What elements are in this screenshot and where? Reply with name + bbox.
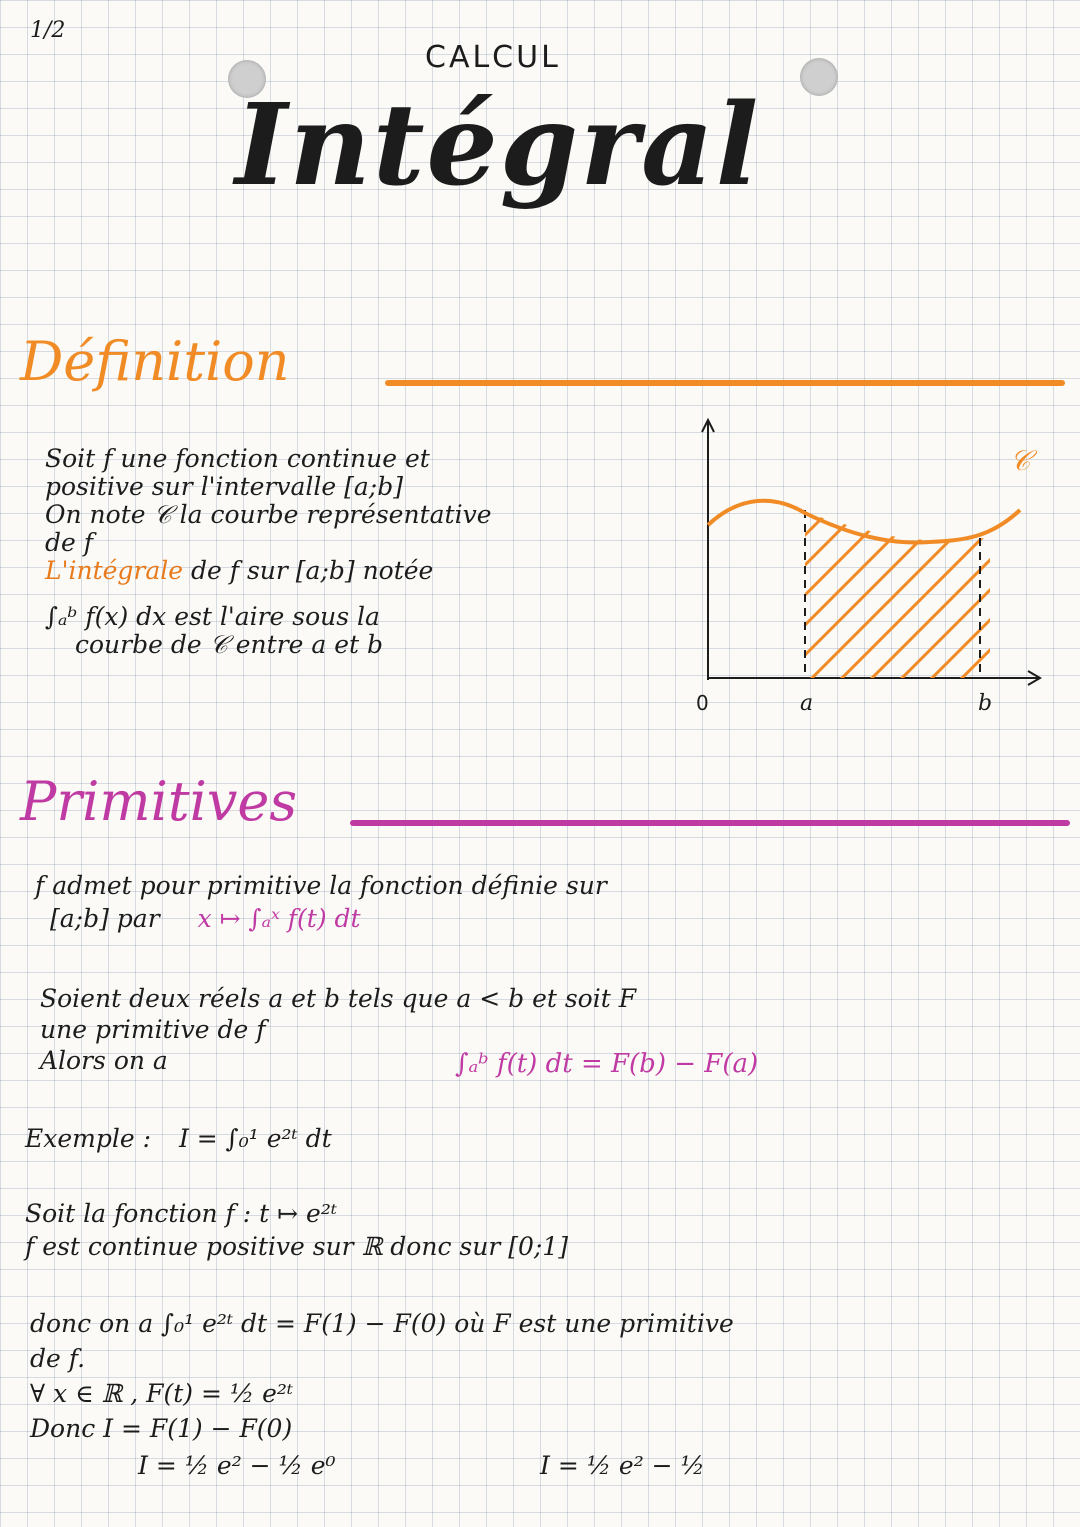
primitive-line-2-label: [a;b] par	[50, 904, 160, 933]
a-label: a	[800, 691, 814, 716]
primitive-definition-expr: x ↦ ∫ₐˣ f(t) dt	[197, 904, 361, 933]
fundamental-formula: ∫ₐᵇ f(t) dt = F(b) − F(a)	[455, 1049, 759, 1079]
area-hatching	[790, 480, 1010, 680]
example-step-3: donc on a ∫₀¹ e²ᵗ dt = F(1) − F(0) où F est une primitive	[30, 1309, 734, 1338]
definition-text	[45, 445, 491, 659]
definition-line-4: de f	[45, 528, 93, 557]
definition-line-1: Soit f une fonction continue et	[45, 444, 430, 473]
page-number: 1/2	[30, 18, 66, 43]
integral-intro-rest: de f sur [a;b] notée	[183, 556, 434, 585]
integral-line	[45, 603, 491, 631]
integral-description: est l'aire sous la	[166, 602, 380, 631]
integral-word: L'intégrale	[45, 556, 184, 585]
integral-intro	[45, 557, 491, 585]
example-step-2: f est continue positive sur ℝ donc sur [0;1]	[25, 1232, 568, 1261]
origin-label: 0	[696, 691, 709, 715]
example-label: Exemple :	[25, 1124, 152, 1153]
primitive-line-2	[50, 905, 361, 933]
integral-line-2: courbe de 𝒞 entre a et b	[75, 630, 384, 659]
example-line	[25, 1125, 332, 1153]
primitives-underline	[350, 820, 1070, 826]
primitive-line-1: f admet pour primitive la fonction définie sur	[35, 871, 607, 900]
example-step-6: Donc I = F(1) − F(0)	[30, 1414, 293, 1443]
definition-heading: Définition	[20, 330, 290, 393]
b-label: b	[978, 691, 993, 716]
primitive-line-4: une primitive de f	[40, 1015, 266, 1044]
example-result: I = ½ e² − ½	[540, 1451, 705, 1480]
page-title: Intégral	[235, 80, 761, 211]
integral-expression: ∫ₐᵇ f(x) dx	[45, 602, 167, 631]
integral-area-graph	[690, 410, 1060, 730]
subject-label: CALCUL	[425, 40, 561, 75]
example-step-5: ∀ x ∈ ℝ , F(t) = ½ e²ᵗ	[30, 1379, 294, 1408]
primitive-line-5: Alors on a	[40, 1046, 168, 1075]
curve-cf	[708, 501, 1020, 543]
primitives-heading: Primitives	[20, 770, 298, 833]
primitive-line-3: Soient deux réels a et b tels que a < b et soit F	[40, 984, 637, 1013]
example-step-4: de f.	[30, 1344, 86, 1373]
example-step-1: Soit la fonction f : t ↦ e²ᵗ	[25, 1199, 337, 1228]
curve-label: 𝒞	[1010, 444, 1031, 477]
example-expression: I = ∫₀¹ e²ᵗ dt	[178, 1124, 332, 1153]
definition-underline	[385, 380, 1065, 386]
binder-hole-right	[800, 58, 838, 96]
example-step-7: I = ½ e² − ½ e⁰	[138, 1451, 336, 1480]
definition-line-2: positive sur l'intervalle [a;b]	[45, 472, 403, 501]
definition-line-3: On note 𝒞 la courbe représentative	[45, 500, 492, 529]
